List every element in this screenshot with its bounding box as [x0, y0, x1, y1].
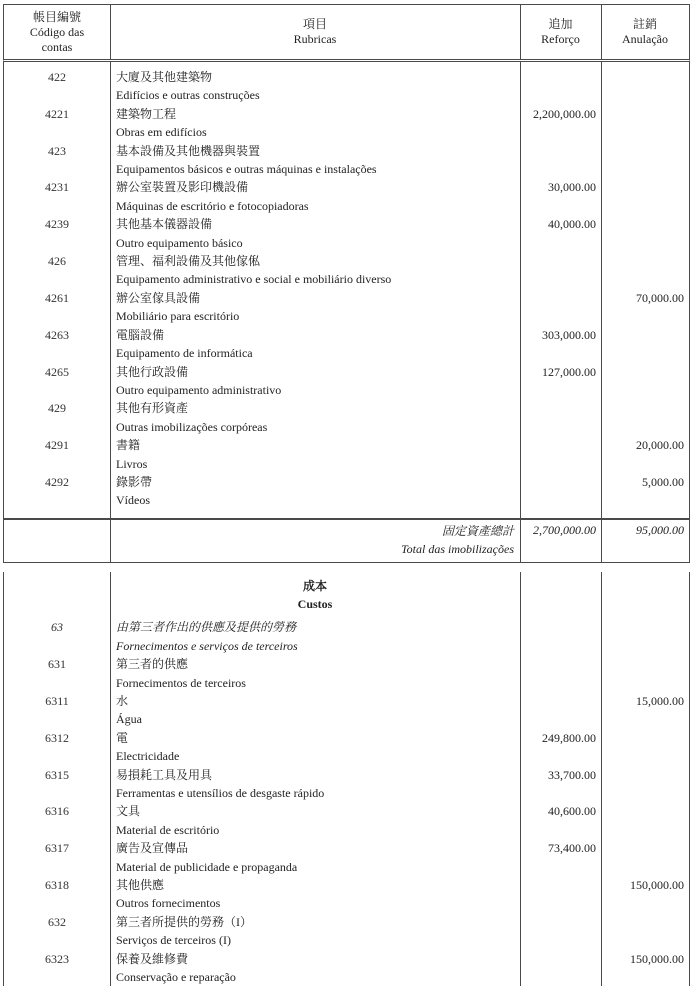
- header-account-code: [4, 10, 110, 55]
- rubric-zh: 文具: [116, 804, 141, 819]
- rubric: [110, 655, 520, 692]
- table-header: [3, 4, 690, 62]
- table-row: [4, 68, 689, 105]
- header-reforco-pt: Reforço: [541, 32, 580, 46]
- rubric-pt: Edifícios e outras construções: [116, 88, 260, 103]
- rubric-pt: Fornecimentos de terceiros: [116, 675, 246, 690]
- rubric: [110, 473, 520, 510]
- table-row: [4, 876, 689, 913]
- rubric: [110, 729, 520, 766]
- rubric-pt: Livros: [116, 456, 148, 471]
- rubric: [110, 839, 520, 876]
- anulacao-amount: 150,000.00: [630, 878, 684, 893]
- table-row: [4, 178, 689, 215]
- rubric: [110, 913, 520, 950]
- rubric: [110, 178, 520, 215]
- account-code: 4265: [45, 364, 69, 379]
- rubric: [110, 215, 520, 252]
- rubric-pt: Outras imobilizações corpóreas: [116, 419, 268, 434]
- costs-section-title: [4, 577, 689, 614]
- rubric-zh: 管理、福利設備及其他傢俬: [116, 254, 261, 269]
- account-code: 4239: [45, 217, 69, 232]
- table-row: [4, 913, 689, 950]
- rubric-zh: 其他供應: [116, 878, 165, 893]
- table-row: [4, 802, 689, 839]
- total-label-zh: 固定資產總計: [441, 523, 514, 538]
- rubric-pt: Outro equipamento básico: [116, 235, 243, 250]
- total-reforco-amount: 2,700,000.00: [533, 522, 596, 537]
- reforco-amount: 2,200,000.00: [533, 106, 596, 121]
- header-account-code-zh: 帳目編號: [32, 9, 81, 24]
- reforco-amount: 127,000.00: [542, 364, 596, 379]
- rubric-zh: 書籍: [116, 438, 141, 453]
- rubric: [110, 105, 520, 142]
- header-rubric: [110, 17, 520, 47]
- total-anulacao-amount: 95,000.00: [636, 522, 684, 537]
- account-code: 6312: [45, 730, 69, 745]
- column-divider: [601, 62, 602, 518]
- rubric-zh: 由第三者作出的供應及提供的勞務: [116, 620, 297, 635]
- account-code: 4292: [45, 474, 69, 489]
- rubric-zh: 電: [116, 730, 129, 745]
- table-row: [4, 950, 689, 986]
- costs-table: [3, 572, 690, 986]
- rubric-zh: 易損耗工具及用具: [116, 767, 213, 782]
- reforco-amount: 33,700.00: [548, 767, 596, 782]
- rubric-pt: Material de publicidade e propaganda: [116, 859, 298, 874]
- column-divider: [601, 5, 602, 59]
- table-row: [4, 105, 689, 142]
- rubric: [110, 436, 520, 473]
- rubric-zh: 辦公室傢具設備: [116, 290, 201, 305]
- account-code: 4263: [45, 327, 69, 342]
- rubric: [110, 618, 520, 655]
- account-code: 426: [48, 254, 66, 269]
- account-code: 6315: [45, 767, 69, 782]
- table-row: [4, 766, 689, 803]
- rubric-zh: 辦公室裝置及影印機設備: [116, 180, 249, 195]
- reforco-amount: 73,400.00: [548, 841, 596, 856]
- column-divider: [520, 520, 521, 562]
- header-anulacao-pt: Anulação: [622, 32, 668, 46]
- rubric-pt: Vídeos: [116, 493, 150, 508]
- account-code: 4291: [45, 438, 69, 453]
- header-rubric-pt: Rubricas: [293, 32, 337, 46]
- rubric-zh: 第三者所提供的勞務（I）: [116, 914, 252, 929]
- rubric-pt: Electricidade: [116, 749, 180, 764]
- anulacao-amount: 70,000.00: [636, 290, 684, 305]
- rubric-pt: Outros fornecimentos: [116, 896, 221, 911]
- column-divider: [110, 5, 111, 59]
- rubric-zh: 第三者的供應: [116, 657, 189, 672]
- table-row: [4, 252, 689, 289]
- fixed-assets-table: [3, 62, 690, 519]
- rubric-pt: Equipamento de informática: [116, 346, 253, 361]
- header-rubric-zh: 項目: [302, 17, 327, 31]
- table-row: [4, 363, 689, 400]
- rubric: [110, 142, 520, 179]
- account-code: 422: [48, 70, 66, 84]
- reforco-amount: 249,800.00: [542, 730, 596, 745]
- rubric: [110, 68, 520, 105]
- rubric: [110, 802, 520, 839]
- column-divider: [520, 572, 521, 986]
- rubric-pt: Equipamentos básicos e outras máquinas e instalações: [116, 162, 377, 177]
- table-row: [4, 215, 689, 252]
- rubric: [110, 252, 520, 289]
- column-divider: [110, 62, 111, 518]
- rubric-pt: Fornecimentos e serviços de terceiros: [116, 638, 298, 653]
- account-code: 6316: [45, 804, 69, 819]
- header-account-code-pt: Código das contas: [29, 24, 85, 54]
- account-code: 4231: [45, 180, 69, 195]
- rubric: [110, 876, 520, 913]
- costs-title-pt: Custos: [297, 596, 333, 611]
- column-divider: [601, 572, 602, 986]
- column-divider: [110, 520, 111, 562]
- reforco-amount: 303,000.00: [542, 327, 596, 342]
- rubric: [110, 692, 520, 729]
- rubric-zh: 錄影帶: [116, 474, 153, 489]
- table-row: [4, 692, 689, 729]
- column-divider: [110, 572, 111, 986]
- account-code: 632: [48, 914, 66, 929]
- rubric-zh: 電腦設備: [116, 327, 165, 342]
- rubric: [110, 399, 520, 436]
- table-row: [4, 839, 689, 876]
- rubric: [110, 363, 520, 400]
- header-reforco-zh: 追加: [548, 17, 573, 31]
- account-code: 6323: [45, 951, 69, 966]
- rubric-pt: Máquinas de escritório e fotocopiadoras: [116, 198, 309, 213]
- account-code: 63: [51, 620, 63, 635]
- column-divider: [520, 5, 521, 59]
- rubric-pt: Equipamento administrativo e social e mobiliário diverso: [116, 272, 392, 287]
- account-code: 429: [48, 401, 66, 416]
- rubric-pt: Mobiliário para escritório: [116, 309, 240, 324]
- rubric-zh: 建築物工程: [116, 106, 177, 121]
- column-divider: [520, 62, 521, 518]
- anulacao-amount: 20,000.00: [636, 438, 684, 453]
- account-code: 4261: [45, 290, 69, 305]
- rubric: [110, 326, 520, 363]
- anulacao-amount: 5,000.00: [642, 474, 684, 489]
- account-code: 6317: [45, 841, 69, 856]
- rubric: [110, 950, 520, 986]
- reforco-amount: 40,000.00: [548, 217, 596, 232]
- rubric: [110, 766, 520, 803]
- rubric: [110, 289, 520, 326]
- column-divider: [601, 520, 602, 562]
- costs-title: [110, 577, 520, 614]
- table-row: [4, 289, 689, 326]
- account-code: 6318: [45, 878, 69, 893]
- anulacao-amount: 15,000.00: [636, 694, 684, 708]
- reforco-amount: 30,000.00: [548, 180, 596, 195]
- account-code: 423: [48, 143, 66, 158]
- rubric-zh: 水: [116, 694, 129, 708]
- table-row: [4, 142, 689, 179]
- table-row: [4, 436, 689, 473]
- account-code: 6311: [45, 694, 69, 708]
- rubric-zh: 其他有形資產: [116, 401, 189, 416]
- rubric-zh: 保養及維修費: [116, 951, 189, 966]
- rubric-pt: Material de escritório: [116, 822, 220, 837]
- rubric-pt: Outro equipamento administrativo: [116, 382, 282, 397]
- rubric-pt: Água: [116, 712, 142, 727]
- table-row: [4, 473, 689, 510]
- total-entry: [4, 522, 689, 559]
- rubric-pt: Ferramentas e utensílios de desgaste rápido: [116, 786, 325, 801]
- totals-row: [3, 519, 690, 563]
- account-code: 631: [48, 657, 66, 672]
- table-row: [4, 326, 689, 363]
- total-label: [110, 522, 520, 559]
- reforco-amount: 40,600.00: [548, 804, 596, 819]
- costs-title-zh: 成本: [302, 578, 327, 593]
- rubric-zh: 基本設備及其他機器與裝置: [116, 143, 261, 158]
- table-row: [4, 655, 689, 692]
- rubric-zh: 其他行政設備: [116, 364, 189, 379]
- rubric-zh: 廣告及宣傳品: [116, 841, 189, 856]
- rubric-zh: 其他基本儀器設備: [116, 217, 213, 232]
- rubric-pt: Serviços de terceiros (I): [116, 933, 231, 948]
- account-code: 4221: [45, 106, 69, 121]
- table-row: [4, 399, 689, 436]
- rubric-zh: 大廈及其他建築物: [116, 70, 213, 84]
- rubric-pt: Obras em edifícios: [116, 125, 207, 140]
- table-row: [4, 618, 689, 655]
- rubric-pt: Conservação e reparação: [116, 970, 236, 985]
- anulacao-amount: 150,000.00: [630, 951, 684, 966]
- total-label-pt: Total das imobilizações: [401, 542, 514, 557]
- table-row: [4, 729, 689, 766]
- header-reforco: [520, 17, 601, 47]
- header-anulacao: [601, 17, 689, 47]
- header-anulacao-zh: 註銷: [632, 17, 657, 31]
